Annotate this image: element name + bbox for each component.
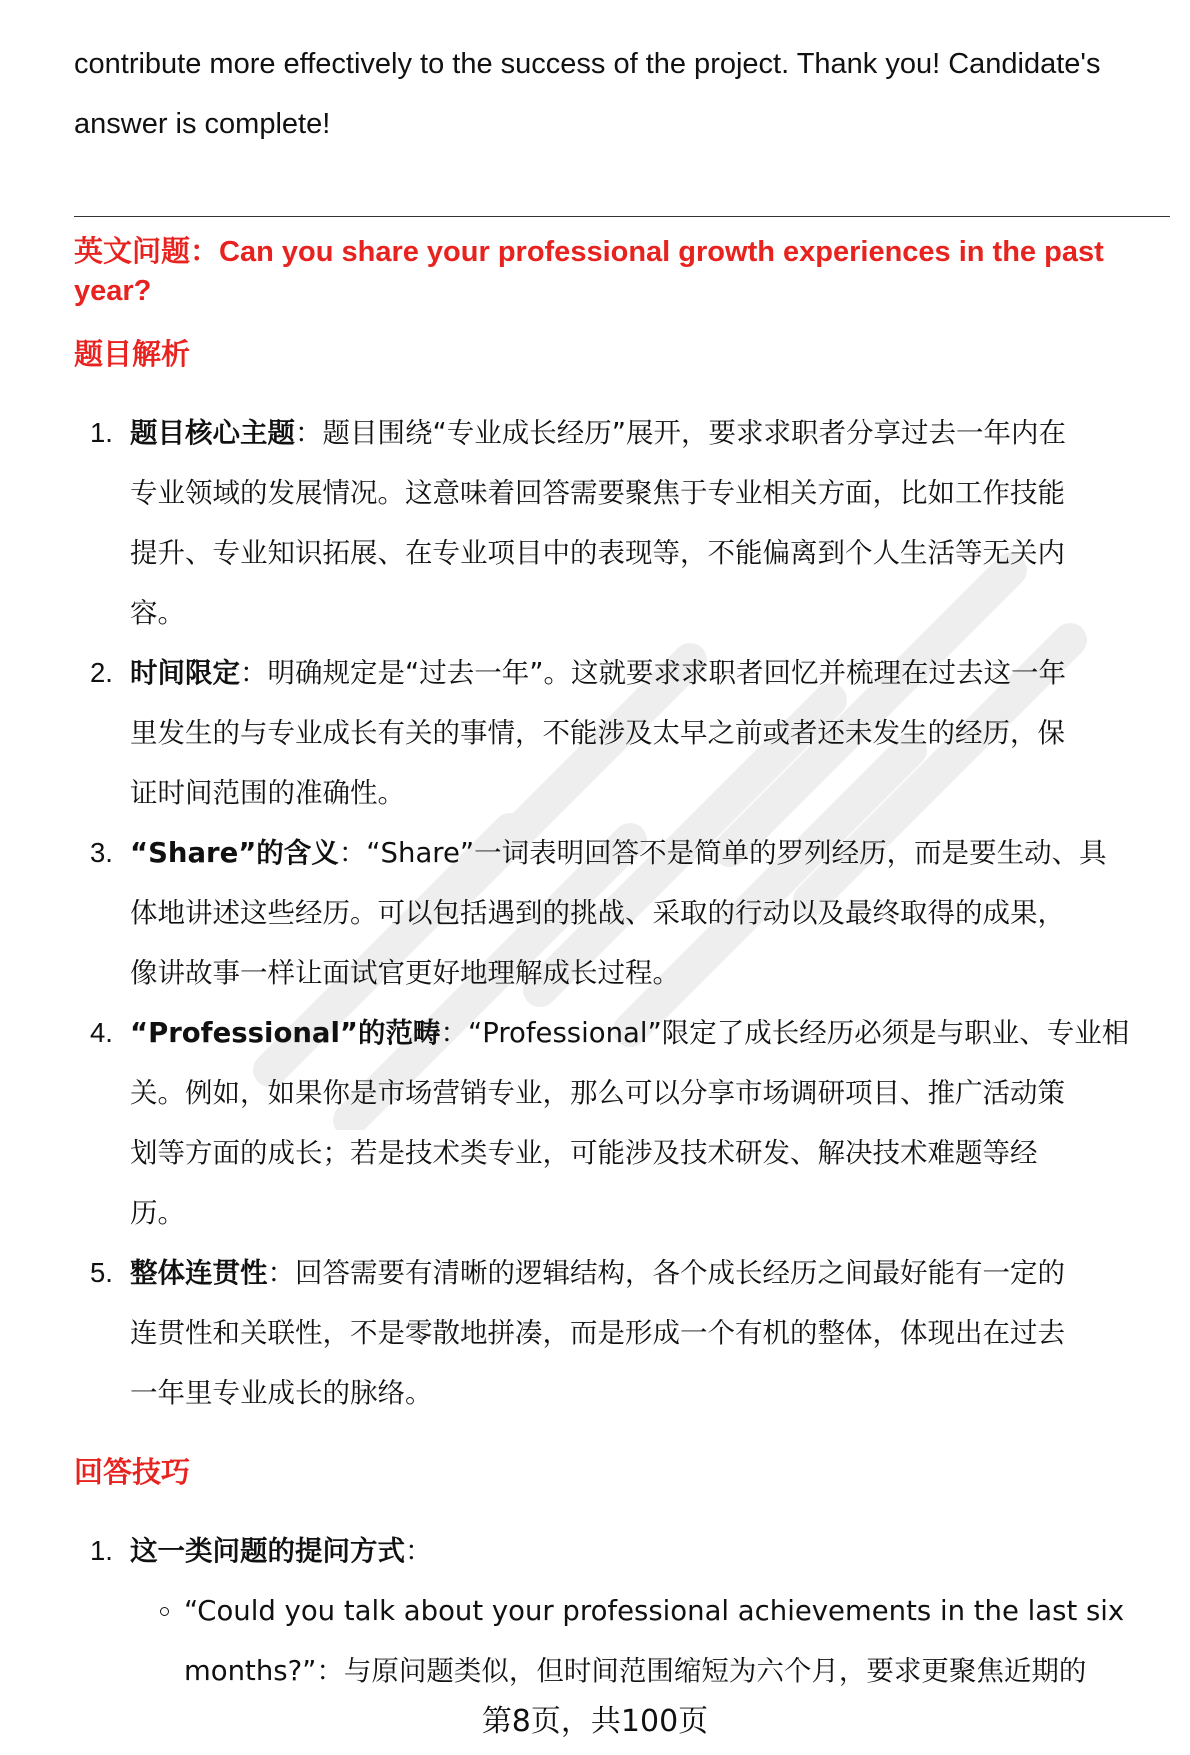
analysis-heading: 题目解析 [74,337,191,371]
tips-term: 这一类问题的提问方式 [130,1535,405,1567]
tips-item-1 [74,1521,1164,1581]
analysis-term: “Professional”的范畴 [130,1017,441,1049]
analysis-list [74,403,1164,1423]
tips-list [74,1521,1164,1701]
analysis-line: ：题目围绕“专业成长经历”展开，要求求职者分享过去一年内在 [295,417,1066,449]
question-title [74,232,1174,310]
analysis-line: 像讲故事一样让面试官更好地理解成长过程。 [130,957,680,989]
analysis-term: 题目核心主题 [130,417,295,449]
list-number: 2. [90,657,113,688]
list-number: 4. [90,1017,113,1048]
analysis-line: 历。 [130,1197,185,1229]
tips-sub-item-1 [74,1581,1164,1701]
tips-heading: 回答技巧 [74,1455,191,1489]
analysis-term: “Share”的含义 [130,837,339,869]
analysis-item-2 [74,643,1164,823]
question-label: 英文问题： [74,234,220,268]
analysis-item-5 [74,1243,1164,1423]
analysis-item-1 [74,403,1164,643]
list-number: 3. [90,837,113,868]
analysis-item-4 [74,1003,1164,1243]
analysis-item-3 [74,823,1164,1003]
tips-term-suffix: ： [405,1535,433,1567]
list-number: 1. [90,417,113,448]
analysis-line: ：明确规定是“过去一年”。这就要求求职者回忆并梳理在过去这一年 [240,657,1066,689]
page-number: 第8页，共100页 [481,1704,709,1739]
analysis-line: 里发生的与专业成长有关的事情，不能涉及太早之前或者还未发生的经历，保 [130,717,1065,749]
section-divider [74,216,1170,217]
list-number: 5. [90,1257,113,1288]
analysis-line: 证时间范围的准确性。 [130,777,405,809]
analysis-term: 整体连贯性 [130,1257,268,1289]
hollow-bullet-icon [160,1607,169,1616]
analysis-line: ：“Share”一词表明回答不是简单的罗列经历，而是要生动、具 [338,837,1107,869]
analysis-line: 连贯性和关联性，不是零散地拼凑，而是形成一个有机的整体，体现出在过去 [130,1317,1065,1349]
analysis-line: 划等方面的成长；若是技术类专业，可能涉及技术研发、解决技术难题等经 [130,1137,1038,1169]
tips-sub-line: months?”：与原问题类似，但时间范围缩短为六个月，要求更聚焦近期的 [184,1655,1087,1687]
list-number: 1. [90,1535,113,1566]
analysis-line: 容。 [130,597,185,629]
analysis-line: 专业领域的发展情况。这意味着回答需要聚焦于专业相关方面，比如工作技能 [130,477,1065,509]
analysis-term: 时间限定 [130,657,240,689]
analysis-line: 关。例如，如果你是市场营销专业，那么可以分享市场调研项目、推广活动策 [130,1077,1065,1109]
question-text: Can you share your professional growth experiences in the past year? [74,236,1104,307]
intro-paragraph-line-1: contribute more effectively to the success of the project. Thank you! Candidate's [74,48,1101,80]
analysis-line: ：“Professional”限定了成长经历必须是与职业、专业相 [440,1017,1130,1049]
analysis-line: ：回答需要有清晰的逻辑结构，各个成长经历之间最好能有一定的 [267,1257,1065,1289]
analysis-line: 提升、专业知识拓展、在专业项目中的表现等，不能偏离到个人生活等无关内 [130,537,1065,569]
tips-sub-line: “Could you talk about your professional achievements in the last six [184,1595,1125,1627]
analysis-line: 体地讲述这些经历。可以包括遇到的挑战、采取的行动以及最终取得的成果， [130,897,1065,929]
analysis-line: 一年里专业成长的脉络。 [130,1377,433,1409]
intro-paragraph-line-2: answer is complete! [74,108,331,140]
